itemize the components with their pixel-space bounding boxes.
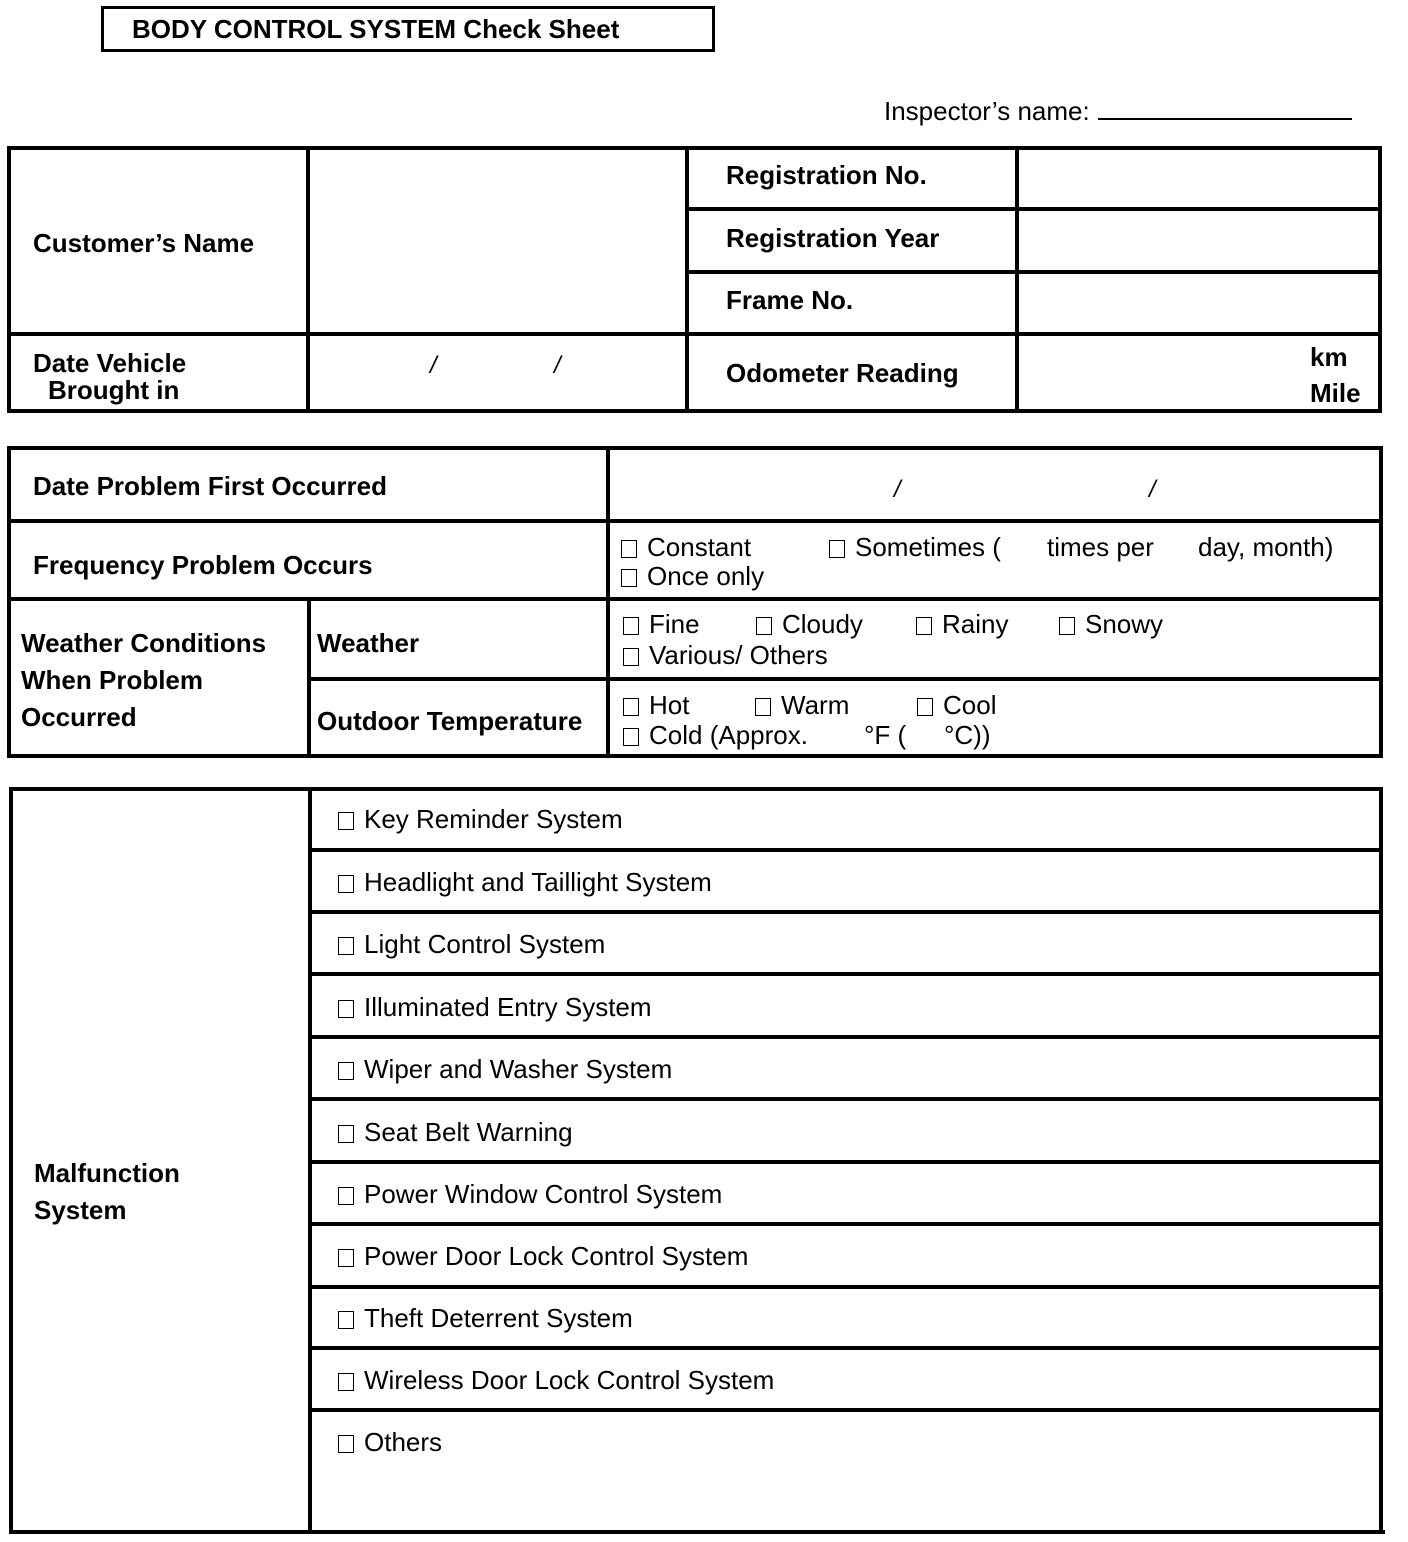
table-border [7,446,11,758]
date-separator: / [430,352,437,379]
checkbox[interactable] [1059,617,1075,635]
malfunction-item[interactable] [338,804,623,834]
registration-no-label: Registration No. [726,160,927,190]
table-divider [685,146,689,413]
malfunction-item-label: Seat Belt Warning [364,1117,573,1147]
date-brought-label-line1: Date Vehicle [33,348,187,378]
table-divider [308,1097,1383,1101]
table-divider [308,1035,1383,1039]
frequency-option-constant[interactable]: Constant [621,532,751,562]
temperature-option-cold[interactable]: Cold (Approx. [623,720,808,750]
date-separator: / [894,476,901,503]
odometer-input[interactable] [1019,336,1299,409]
malfunction-item[interactable] [338,1054,672,1084]
checkbox[interactable] [623,648,639,666]
inspector-name-field [884,96,1352,127]
table-divider [308,972,1383,976]
date-separator: / [554,352,561,379]
table-divider [308,1408,1383,1412]
checkbox[interactable] [916,617,932,635]
outdoor-temperature-label: Outdoor Temperature [317,706,583,736]
malfunction-item[interactable] [338,992,652,1022]
table-divider [307,677,1383,681]
checkbox[interactable] [621,540,637,558]
odometer-label: Odometer Reading [726,358,959,388]
checkbox[interactable] [338,937,354,955]
date-first-occurred-label: Date Problem First Occurred [33,471,387,501]
odometer-unit-mile: Mile [1310,378,1361,408]
checkbox[interactable] [621,569,637,587]
table-divider [308,848,1383,852]
frame-no-input[interactable] [1019,274,1378,332]
temperature-option-cool[interactable]: Cool [917,690,996,720]
weather-conditions-label-line1: Weather Conditions [21,628,267,658]
checkbox[interactable] [338,1249,354,1267]
table-divider [7,519,1383,523]
malfunction-item[interactable] [338,1241,748,1271]
table-border [9,787,1383,791]
weather-label: Weather [317,628,420,658]
table-divider [308,1346,1383,1350]
weather-option-snowy[interactable]: Snowy [1059,609,1163,639]
malfunction-item-label: Wireless Door Lock Control System [364,1365,775,1395]
frequency-times-per: times per [1047,532,1154,562]
table-divider [7,597,1383,601]
date-brought-input[interactable] [310,336,685,409]
checkbox[interactable] [338,1125,354,1143]
registration-year-label: Registration Year [726,223,940,253]
malfunction-item-label: Wiper and Washer System [364,1054,673,1084]
malfunction-label-line1: Malfunction [34,1158,180,1188]
malfunction-label-line2: System [34,1195,127,1225]
date-first-occurred-input[interactable] [610,450,1379,519]
frequency-day-month: day, month) [1198,532,1334,562]
checkbox[interactable] [338,1373,354,1391]
table-divider [308,910,1383,914]
checkbox[interactable] [755,698,771,716]
inspector-name-label: Inspector’s name: [884,96,1090,126]
weather-conditions-label-line3: Occurred [21,702,137,732]
malfunction-item-label: Power Window Control System [364,1179,723,1209]
malfunction-item[interactable] [338,1427,442,1457]
malfunction-item-label: Key Reminder System [364,804,623,834]
checkbox[interactable] [338,1187,354,1205]
checkbox[interactable] [829,540,845,558]
inspector-name-input[interactable] [1098,96,1352,120]
checkbox[interactable] [623,728,639,746]
temperature-fahrenheit-unit: °F ( [864,720,907,750]
checkbox[interactable] [338,875,354,893]
checkbox[interactable] [338,1435,354,1453]
malfunction-item[interactable] [338,1117,573,1147]
checkbox[interactable] [338,1062,354,1080]
weather-option-rainy[interactable]: Rainy [916,609,1008,639]
checkbox[interactable] [338,1311,354,1329]
malfunction-item-label: Power Door Lock Control System [364,1241,749,1271]
weather-option-cloudy[interactable]: Cloudy [756,609,863,639]
checkbox[interactable] [756,617,772,635]
table-divider [308,1285,1383,1289]
table-border [1379,446,1383,758]
malfunction-item[interactable] [338,1365,774,1395]
table-border [7,146,11,413]
weather-option-fine[interactable]: Fine [623,609,700,639]
table-border [7,409,1382,413]
malfunction-item-label: Illuminated Entry System [364,992,652,1022]
table-divider [308,1160,1383,1164]
registration-no-input[interactable] [1019,150,1378,207]
temperature-option-hot[interactable]: Hot [623,690,689,720]
checkbox[interactable] [623,617,639,635]
malfunction-item-label: Light Control System [364,929,606,959]
malfunction-item-label: Others [364,1427,443,1457]
table-border [7,754,1383,758]
malfunction-item[interactable] [338,929,605,959]
frequency-option-once-only[interactable]: Once only [621,561,764,591]
malfunction-item-label: Theft Deterrent System [364,1303,633,1333]
malfunction-item[interactable] [338,1179,722,1209]
customer-name-label: Customer’s Name [33,228,255,258]
registration-year-input[interactable] [1019,211,1378,270]
table-border [1378,146,1382,413]
checkbox[interactable] [917,698,933,716]
customer-name-input[interactable] [310,150,685,332]
frame-no-label: Frame No. [726,285,854,315]
malfunction-item[interactable] [338,1303,633,1333]
frequency-label: Frequency Problem Occurs [33,550,373,580]
odometer-unit-km: km [1310,342,1348,372]
malfunction-item[interactable] [338,867,712,897]
weather-option-various-others[interactable]: Various/ Others [623,640,828,670]
checkbox[interactable] [623,698,639,716]
date-brought-label-line2: Brought in [48,375,180,405]
sheet-title: BODY CONTROL SYSTEM Check Sheet [101,6,715,52]
temperature-option-warm[interactable]: Warm [755,690,849,720]
table-border [9,1530,1385,1534]
checkbox[interactable] [338,812,354,830]
temperature-celsius-unit: °C)) [944,720,991,750]
table-border [9,787,13,1534]
date-separator: / [1149,476,1156,503]
checkbox[interactable] [338,1000,354,1018]
frequency-option-sometimes[interactable]: Sometimes ( [829,532,1001,562]
weather-conditions-label-line2: When Problem [21,665,204,695]
table-divider [308,1222,1383,1226]
malfunction-item-label: Headlight and Taillight System [364,867,712,897]
